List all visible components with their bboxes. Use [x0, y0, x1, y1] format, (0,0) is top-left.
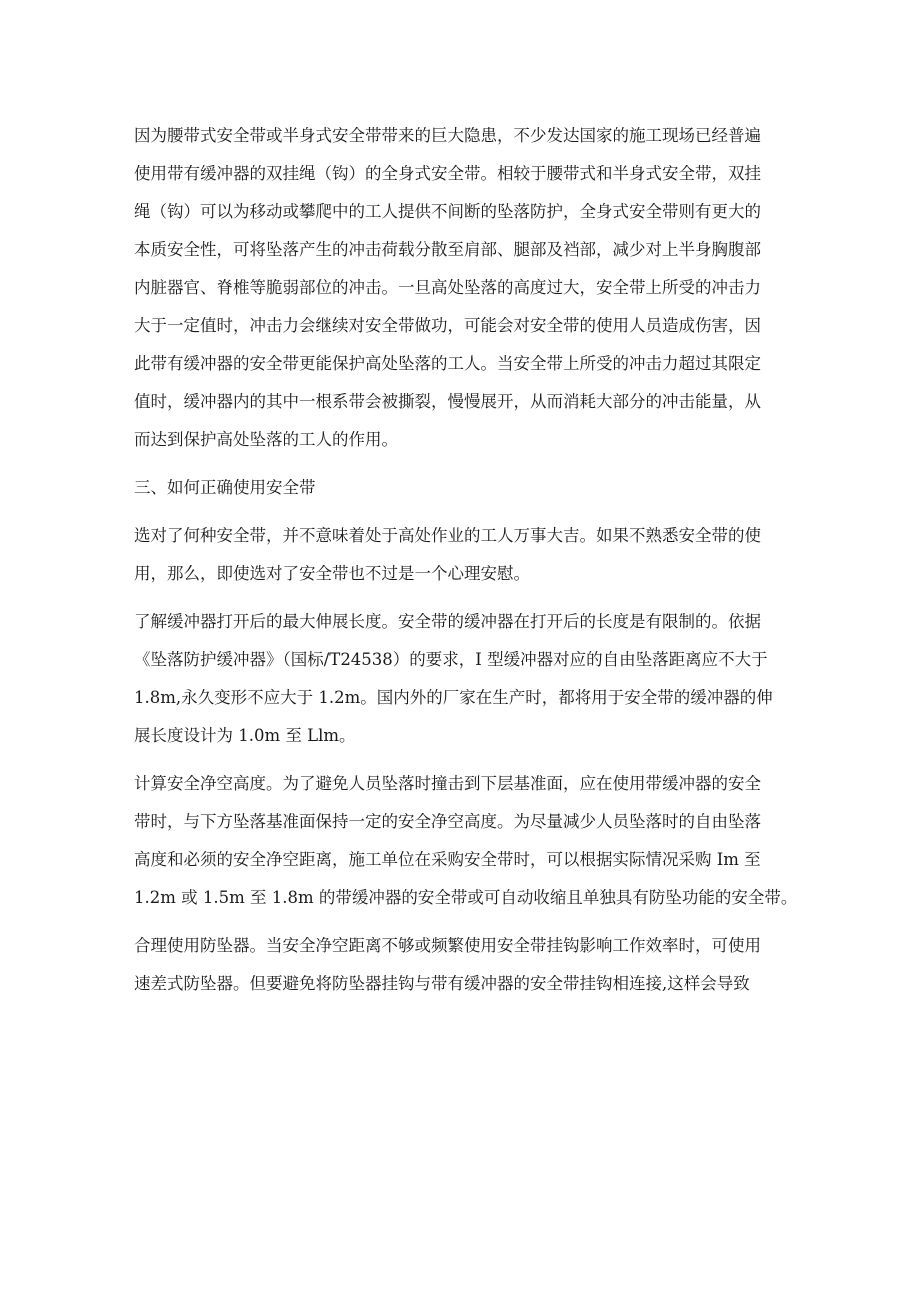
text-line: 展长度设计为 1.0m 至 Llm。	[134, 726, 356, 745]
text-line: 选对了何种安全带，并不意味着处于高处作业的工人万事大吉。如果不熟悉安全带的使	[134, 526, 761, 545]
text-line: 合理使用防坠器。当安全净空距离不够或频繁使用安全带挂钩影响工作效率时，可使用	[134, 936, 761, 955]
text-line: 内脏器官、脊椎等脆弱部位的冲击。一旦高处坠落的高度过大，安全带上所受的冲击力	[134, 278, 761, 297]
text-line: 用，那么，即使选对了安全带也不过是一个心理安慰。	[134, 564, 530, 583]
text-line: 了解缓冲器打开后的最大伸展长度。安全带的缓冲器在打开后的长度是有限制的。依据	[134, 612, 761, 631]
text-line: 计算安全净空高度。为了避免人员坠落时撞击到下层基准面，应在使用带缓冲器的安全	[134, 774, 761, 793]
paragraph-fall-arrester	[134, 927, 814, 1003]
text-line: 1.8m,永久变形不应大于 1.2m。国内外的厂家在生产时，都将用于安全带的缓冲器的伸	[134, 688, 773, 707]
text-line: 速差式防坠器。但要避免将防坠器挂钩与带有缓冲器的安全带挂钩相连接,这样会导致	[134, 974, 750, 993]
text-line: 1.2m 或 1.5m 至 1.8m 的带缓冲器的安全带或可自动收缩且单独具有防坠功能的安全带。	[134, 888, 798, 907]
text-line: 值时，缓冲器内的其中一根系带会被撕裂，慢慢展开，从而消耗大部分的冲击能量，从	[134, 392, 761, 411]
paragraph-choose-harness	[134, 517, 814, 593]
text-line: 高度和必须的安全净空距离，施工单位在采购安全带时，可以根据实际情况采购 Im 至	[134, 850, 761, 869]
text-line: 带时，与下方坠落基准面保持一定的安全净空高度。为尽量减少人员坠落时的自由坠落	[134, 812, 761, 831]
paragraph-full-body-harness	[134, 117, 814, 459]
text-line: 绳（钩）可以为移动或攀爬中的工人提供不间断的坠落防护，全身式安全带则有更大的	[134, 202, 761, 221]
paragraph-clearance-height	[134, 765, 814, 917]
text-line: 大于一定值时，冲击力会继续对安全带做功，可能会对安全带的使用人员造成伤害，因	[134, 316, 761, 335]
text-line: 本质安全性，可将坠落产生的冲击荷载分散至肩部、腿部及裆部，减少对上半身胸腹部	[134, 240, 761, 259]
text-line: 《坠落防护缓冲器》（国标/T24538）的要求，I 型缓冲器对应的自由坠落距离应不大于	[134, 650, 768, 669]
text-line: 因为腰带式安全带或半身式安全带带来的巨大隐患，不少发达国家的施工现场已经普遍	[134, 126, 761, 145]
text-line: 此带有缓冲器的安全带更能保护高处坠落的工人。当安全带上所受的冲击力超过其限定	[134, 354, 761, 373]
document-body	[134, 117, 814, 1003]
text-line: 使用带有缓冲器的双挂绳（钩）的全身式安全带。相较于腰带式和半身式安全带，双挂	[134, 164, 761, 183]
heading-text: 三、如何正确使用安全带	[134, 478, 316, 497]
text-line: 而达到保护高处坠落的工人的作用。	[134, 430, 398, 449]
section-heading	[134, 469, 814, 507]
paragraph-buffer-length	[134, 603, 814, 755]
